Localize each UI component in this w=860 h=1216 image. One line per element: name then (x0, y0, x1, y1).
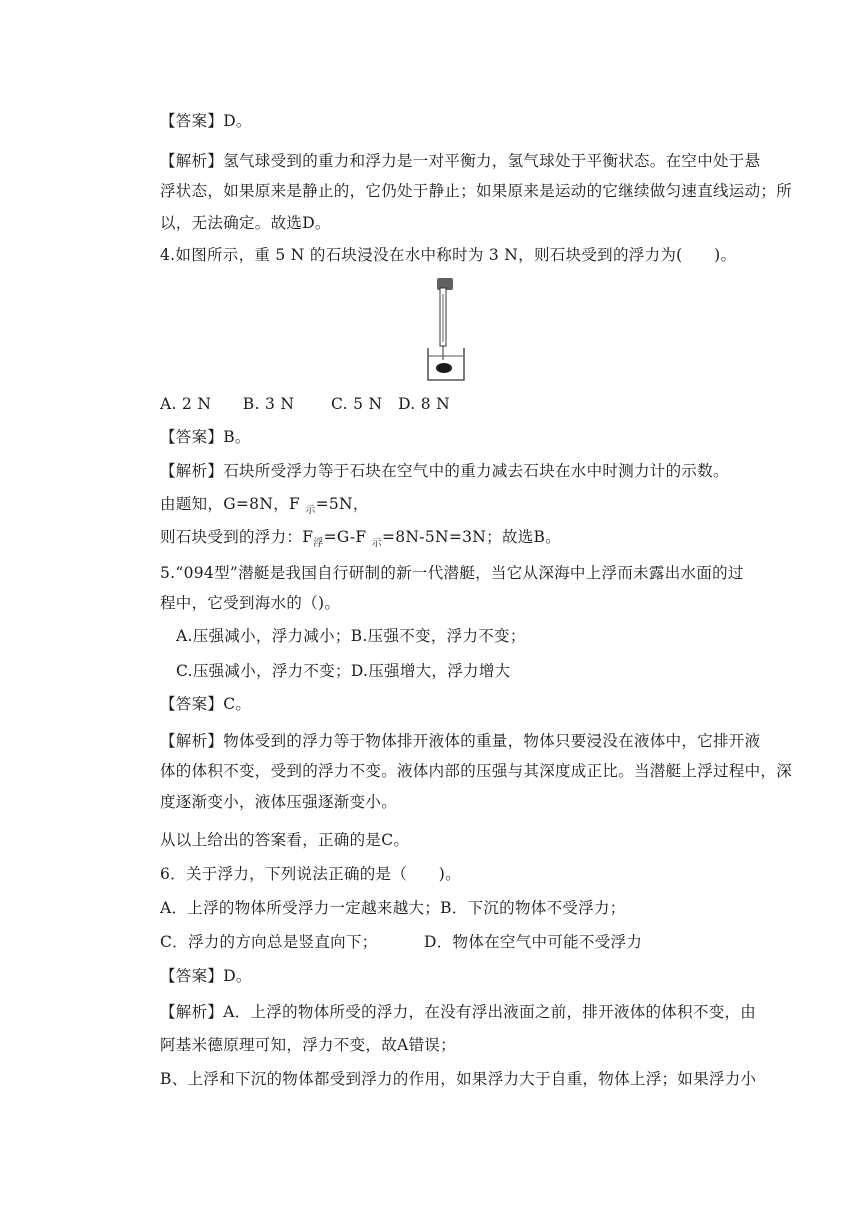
explanation-q4-line1: 【解析】石块所受浮力等于石块在空气中的重力减去石块在水中时测力计的示数。 (160, 462, 729, 480)
stone-icon (436, 363, 452, 373)
explanation-q5-line2: 体的体积不变，受到的浮力不变。液体内部的压强与其深度成正比。当潜艇上浮过程中，深 (160, 762, 793, 780)
explanation-q3-line3: 以，无法确定。故选D。 (160, 214, 331, 232)
question-5-options-cd: C.压强减小，浮力不变；D.压强增大，浮力增大 (176, 662, 511, 680)
explanation-q6-line1: 【解析】A．上浮的物体所受的浮力，在没有浮出液面之前，排开液体的体积不变，由 (160, 1003, 757, 1021)
answer-q5: 【答案】C。 (160, 695, 252, 713)
answer-q4: 【答案】B。 (160, 428, 251, 446)
answer-q3: 【答案】D。 (160, 112, 252, 130)
question-6-options-ab: A．上浮的物体所受浮力一定越来越大；B．下沉的物体不受浮力； (160, 899, 626, 917)
question-4: 4.如图所示，重 5 N 的石块浸没在水中称时为 3 N，则石块受到的浮力为( )。 (160, 246, 737, 264)
explanation-q5-line4: 从以上给出的答案看，正确的是C。 (160, 831, 410, 849)
question-6: 6．关于浮力，下列说法正确的是（ )。 (160, 865, 461, 883)
explanation-q5-line3: 度逐渐变小，液体压强逐渐变小。 (160, 793, 398, 811)
spring-scale-beaker-figure (424, 276, 468, 382)
explanation-q6-line2: 阿基米德原理可知，浮力不变，故A错误； (160, 1036, 456, 1054)
question-5-line2: 程中，它受到海水的（)。 (160, 594, 341, 612)
question-5-line1: 5.“094型”潜艇是我国自行研制的新一代潜艇，当它从深海中上浮而未露出水面的过 (160, 564, 744, 582)
question-6-option-d: D．物体在空气中可能不受浮力 (424, 933, 643, 951)
explanation-q4-line3: 则石块受到的浮力：$F_浮=G-F$ $_示$=8N-5N=3N；故选B。 (160, 528, 562, 549)
explanation-q6-line3: B、上浮和下沉的物体都受到浮力的作用，如果浮力大于自重，物体上浮；如果浮力小 (160, 1070, 757, 1088)
explanation-q3-line1: 【解析】氢气球受到的重力和浮力是一对平衡力，氢气球处于平衡状态。在空中处于悬 (160, 152, 761, 170)
answer-q6: 【答案】D。 (160, 967, 252, 985)
question-5-options-ab: A.压强减小，浮力减小；B.压强不变，浮力不变； (176, 627, 526, 645)
explanation-q4-line2: 由题知，G=8N，F $_示$=5N， (160, 495, 369, 516)
explanation-q3-line2: 浮状态，如果原来是静止的，它仍处于静止；如果原来是运动的它继续做匀速直线运动；所 (160, 182, 793, 200)
question-6-option-c: C．浮力的方向总是竖直向下； (160, 933, 378, 951)
question-4-options: A. 2 N B. 3 N C. 5 N D. 8 N (160, 395, 451, 413)
explanation-q5-line1: 【解析】物体受到的浮力等于物体排开液体的重量，物体只要浸没在液体中，它排开液 (160, 732, 761, 750)
